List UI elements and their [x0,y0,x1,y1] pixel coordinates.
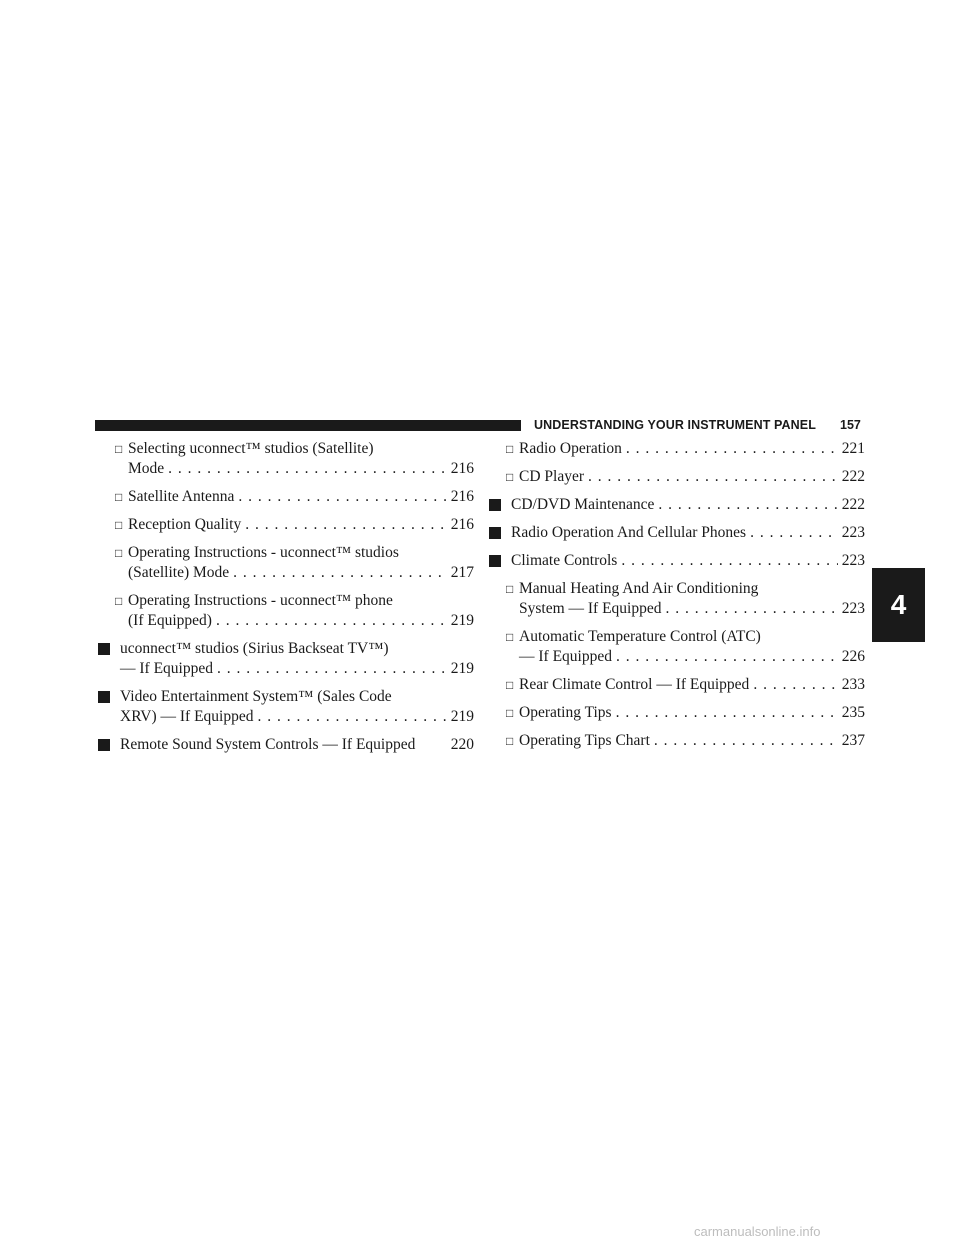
toc-entry[interactable] [489,439,865,459]
leader-dots [750,523,838,543]
toc-entry-label: XRV) — If Equipped [120,708,254,725]
toc-entry-line1: Selecting uconnect™ studios (Satellite) [128,440,374,457]
filled-square-icon [98,691,110,703]
hollow-square-icon: □ [506,582,514,596]
hollow-square-icon: □ [115,546,123,560]
toc-entry[interactable] [98,543,474,583]
toc-entry-label: Rear Climate Control — If Equipped [519,676,750,693]
filled-square-icon [489,499,501,511]
toc-entry-page: 219 [450,612,474,629]
leader-dots [616,647,838,667]
hollow-square-icon: □ [115,594,123,608]
leader-dots [654,731,838,751]
toc-entry[interactable] [98,639,474,679]
toc-entry-label: System — If Equipped [519,600,662,617]
toc-entry[interactable] [98,487,474,507]
toc-entry-page: 220 [450,736,474,753]
toc-entry-page: 219 [450,708,474,725]
filled-square-icon [489,527,501,539]
toc-entry-label: Radio Operation And Cellular Phones [511,524,747,541]
toc-entry-label: (If Equipped) [128,612,212,629]
leader-dots [666,599,838,619]
toc-entry-page: 223 [841,524,865,541]
toc-entry-label: CD/DVD Maintenance [511,496,655,513]
leader-dots [626,439,838,459]
toc-entry-line1: Operating Instructions - uconnect™ phone [128,592,393,609]
leader-dots [258,707,447,727]
toc-entry[interactable] [98,591,474,631]
toc-right-column [489,439,865,759]
toc-entry-label: Radio Operation [519,440,622,457]
toc-entry-page: 216 [450,460,474,477]
toc-entry-page: 233 [841,676,865,693]
toc-entry-label: Satellite Antenna [128,488,235,505]
leader-dots [588,467,838,487]
toc-entry-label: Climate Controls [511,552,618,569]
toc-entry[interactable] [489,551,865,571]
header-rule [95,420,521,431]
hollow-square-icon: □ [506,630,514,644]
toc-entry-page: 216 [450,516,474,533]
toc-entry-line1: uconnect™ studios (Sirius Backseat TV™) [120,640,389,657]
filled-square-icon [98,739,110,751]
leader-dots [217,659,447,679]
hollow-square-icon: □ [115,442,123,456]
leader-dots [616,703,838,723]
toc-entry[interactable] [98,515,474,535]
leader-dots [216,611,447,631]
toc-entry-line1: Manual Heating And Air Conditioning [519,580,759,597]
toc-entry-label: Remote Sound System Controls — If Equipped [120,736,416,753]
hollow-square-icon: □ [506,706,514,720]
leader-dots [238,487,446,507]
toc-entry-page: 226 [841,648,865,665]
toc-entry[interactable] [489,675,865,695]
running-header-title: UNDERSTANDING YOUR INSTRUMENT PANEL [534,418,816,432]
toc-entry[interactable] [489,467,865,487]
toc-entry[interactable] [489,703,865,723]
toc-entry-label: CD Player [519,468,585,485]
toc-entry-label: — If Equipped [519,648,612,665]
leader-dots [621,551,837,571]
leader-dots [233,563,447,583]
toc-entry-page: 222 [841,468,865,485]
hollow-square-icon: □ [506,470,514,484]
toc-entry-label: Operating Tips Chart [519,732,650,749]
hollow-square-icon: □ [115,518,123,532]
filled-square-icon [98,643,110,655]
hollow-square-icon: □ [506,442,514,456]
toc-entry-page: 221 [841,440,865,457]
chapter-tab-number: 4 [890,589,907,620]
leader-dots [658,495,837,515]
toc-entry[interactable] [98,439,474,479]
filled-square-icon [489,555,501,567]
hollow-square-icon: □ [115,490,123,504]
toc-entry-page: 222 [841,496,865,513]
chapter-tab[interactable] [872,568,925,642]
toc-entry[interactable] [489,495,865,515]
toc-entry-line1: Video Entertainment System™ (Sales Code [120,688,392,705]
toc-entry-page: 237 [841,732,865,749]
page-number: 157 [840,418,861,432]
toc-entry-label: Reception Quality [128,516,242,533]
toc-entry-page: 216 [450,488,474,505]
hollow-square-icon: □ [506,678,514,692]
toc-entry-page: 219 [450,660,474,677]
toc-entry-page: 223 [841,552,865,569]
toc-entry-page: 235 [841,704,865,721]
toc-entry-page: 223 [841,600,865,617]
toc-entry-label: — If Equipped [120,660,213,677]
toc-entry[interactable] [489,731,865,751]
toc-entry-page: 217 [450,564,474,581]
leader-dots [168,459,447,479]
toc-entry[interactable] [98,735,474,755]
toc-entry[interactable] [489,627,865,667]
toc-entry-label: (Satellite) Mode [128,564,230,581]
leader-dots [245,515,447,535]
toc-left-column [98,439,474,763]
toc-entry[interactable] [98,687,474,727]
toc-entry[interactable] [489,579,865,619]
toc-entry-line1: Operating Instructions - uconnect™ studios [128,544,399,561]
toc-entry-label: Operating Tips [519,704,612,721]
watermark: carmanualsonline.info [694,1224,821,1239]
toc-entry-line1: Automatic Temperature Control (ATC) [519,628,761,645]
leader-dots [753,675,837,695]
hollow-square-icon: □ [506,734,514,748]
toc-entry-label: Mode [128,460,165,477]
toc-entry[interactable] [489,523,865,543]
